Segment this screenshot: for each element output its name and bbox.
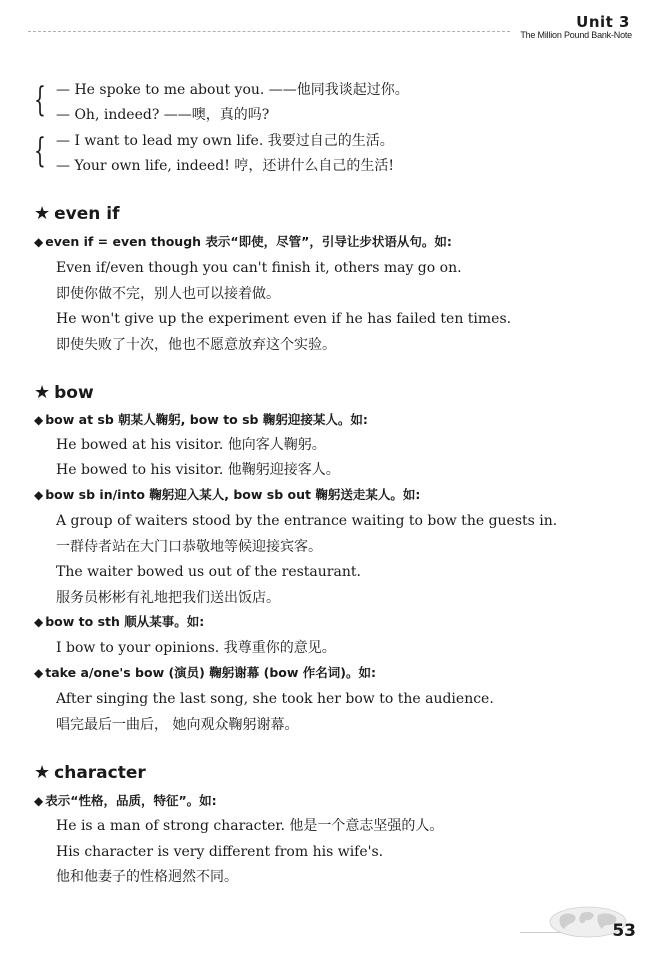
star-icon: ★ — [34, 762, 51, 783]
example-line: Even if/even though you can't finish it, others may go on. — [56, 260, 462, 276]
rule-item — [34, 486, 420, 504]
section-heading — [34, 203, 120, 225]
section-title: even if — [54, 204, 120, 224]
page-header — [0, 10, 650, 40]
unit-subtitle: The Million Pound Bank-Note — [520, 30, 632, 40]
rule-item — [34, 613, 204, 631]
dialogue-line: — I want to lead my own life. 我要过自己的生活。 — [56, 133, 394, 149]
rule-item — [34, 233, 452, 251]
example-line: A group of waiters stood by the entrance waiting to bow the guests in. — [56, 513, 558, 529]
dialogue-line: — Oh, indeed? ——噢，真的吗? — [56, 107, 270, 123]
dialogue-line: — He spoke to me about you. ——他同我谈起过你。 — [56, 82, 409, 98]
diamond-bullet-icon: ◆ — [34, 488, 44, 502]
rule-text: 表示“性格，品质，特征”。如: — [45, 793, 217, 808]
rule-text: take a/one's bow (演员) 鞠躬谢幕 (bow 作名词)。如: — [45, 665, 376, 680]
star-icon: ★ — [34, 203, 51, 224]
example-line: I bow to your opinions. 我尊重你的意见。 — [56, 640, 336, 656]
unit-label: Unit 3 — [576, 13, 630, 31]
example-line: 服务员彬彬有礼地把我们送出饭店。 — [56, 590, 280, 606]
example-line: He bowed at his visitor. 他向客人鞠躬。 — [56, 437, 326, 453]
header-rule — [28, 31, 510, 32]
rule-item — [34, 411, 368, 429]
section-heading — [34, 382, 94, 404]
example-line: He is a man of strong character. 他是一个意志坚强的人。 — [56, 818, 444, 834]
example-line: After singing the last song, she took her bow to the audience. — [56, 691, 494, 707]
example-line: 即使失败了十次，他也不愿意放弃这个实验。 — [56, 337, 336, 353]
rule-item — [34, 792, 217, 810]
rule-item — [34, 664, 376, 682]
example-line: 即使你做不完，别人也可以接着做。 — [56, 286, 280, 302]
diamond-bullet-icon: ◆ — [34, 235, 44, 249]
example-line: His character is very different from his wife's. — [56, 844, 384, 860]
diamond-bullet-icon: ◆ — [34, 413, 44, 427]
star-icon: ★ — [34, 382, 51, 403]
diamond-bullet-icon: ◆ — [34, 615, 44, 629]
example-line: He bowed to his visitor. 他鞠躬迎接客人。 — [56, 462, 340, 478]
page-number: 53 — [612, 921, 636, 941]
dialogue-line: — Your own life, indeed! 哼，还讲什么自己的生活! — [56, 158, 394, 174]
diamond-bullet-icon: ◆ — [34, 794, 44, 808]
rule-text: bow to sth 顺从某事。如: — [45, 614, 205, 629]
rule-text: bow sb in/into 鞠躬迎入某人, bow sb out 鞠躬送走某人。如: — [45, 487, 421, 502]
example-line: 唱完最后一曲后， 她向观众鞠躬谢幕。 — [56, 717, 299, 733]
example-line: 他和他妻子的性格迥然不同。 — [56, 869, 238, 885]
section-title: character — [54, 763, 146, 783]
example-line: 一群侍者站在大门口恭敬地等候迎接宾客。 — [56, 539, 322, 555]
rule-text: even if = even though 表示“即使，尽管”，引导让步状语从句。如: — [45, 234, 452, 249]
section-title: bow — [54, 383, 94, 403]
rule-text: bow at sb 朝某人鞠躬, bow to sb 鞠躬迎接某人。如: — [45, 412, 368, 427]
diamond-bullet-icon: ◆ — [34, 666, 44, 680]
dialogue-brace: { — [34, 80, 46, 120]
example-line: The waiter bowed us out of the restaurant. — [56, 564, 361, 580]
example-line: He won't give up the experiment even if he has failed ten times. — [56, 311, 512, 327]
dialogue-brace: { — [34, 131, 46, 171]
section-heading — [34, 762, 146, 784]
